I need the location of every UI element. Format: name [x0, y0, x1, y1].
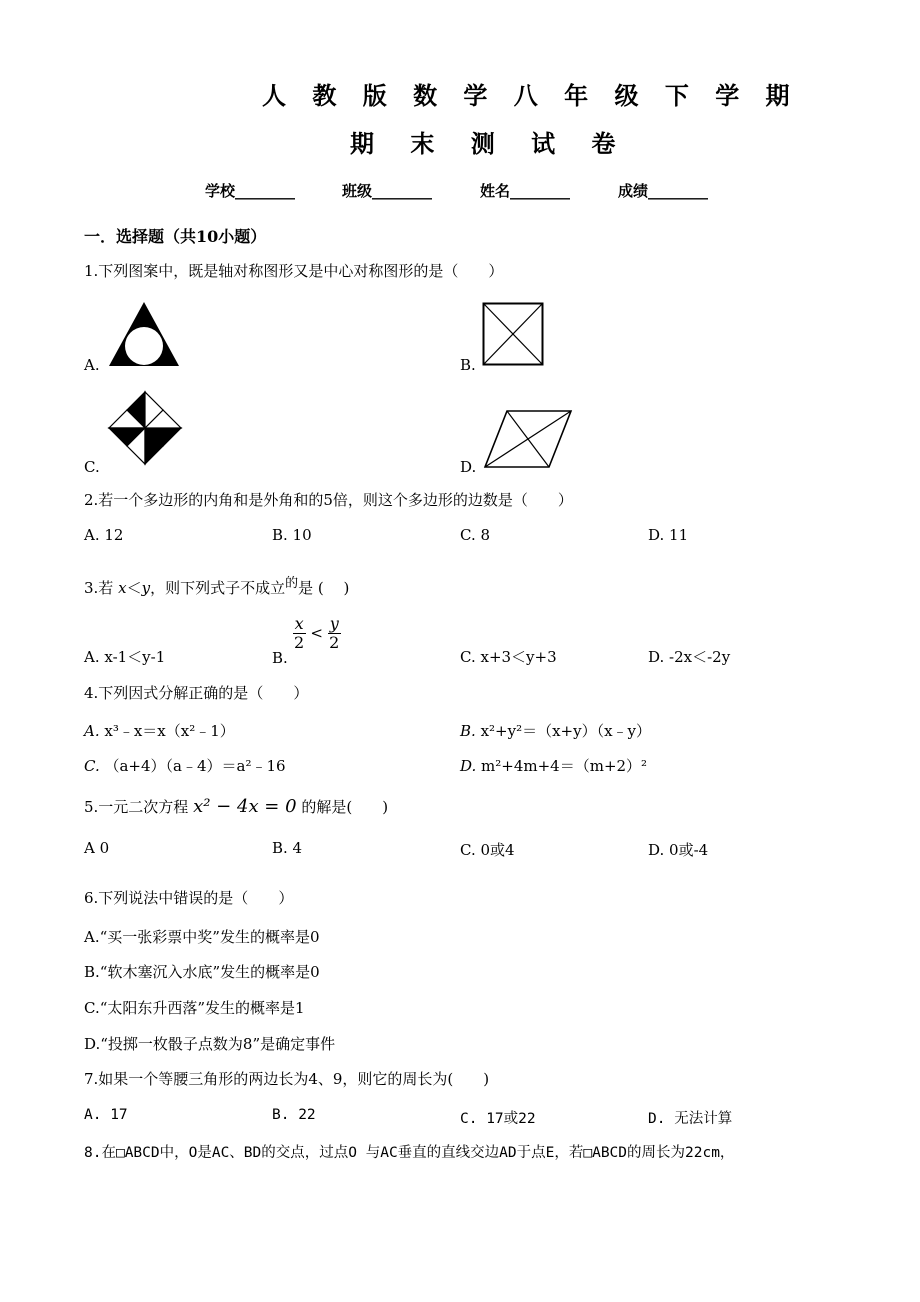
q2-option-a: A. 12	[84, 526, 124, 544]
q4-option-c: C. （a+4）（a﹣4）＝a²﹣16	[84, 757, 286, 775]
q2-option-b: B. 10	[272, 526, 312, 544]
q4-stem: 4.下列因式分解正确的是（ ）	[84, 684, 309, 702]
q8-stem: 8.在□ABCD中，O是AC、BD的交点，过点O 与AC垂直的直线交边AD于点E，若□ABCD的周长为22cm，	[84, 1145, 735, 1161]
q1-stem: 1.下列图案中，既是轴对称图形又是中心对称图形的是（ ）	[84, 262, 504, 280]
page-subtitle: 期 末 测 试 卷	[350, 129, 630, 158]
page-title: 人 教 版 数 学 八 年 级 下 学 期	[262, 81, 799, 110]
q2-stem: 2.若一个多边形的内角和是外角和的5倍，则这个多边形的边数是（ ）	[84, 491, 573, 509]
q1-option-d: D.	[460, 458, 477, 476]
q5-option-a: A 0	[84, 839, 110, 857]
school-field: 学校________	[205, 182, 296, 200]
q3-stem: 3.若 x＜y，则下列式子不成立$^的$是 ( )	[84, 576, 350, 597]
q5-equation: x² − 4x = 0	[193, 796, 297, 817]
q1-option-b: B.	[460, 356, 476, 374]
q7-option-d: D. 无法计算	[648, 1111, 733, 1127]
q3-option-d: D. -2x＜-2y	[648, 648, 731, 666]
q7-option-a: A. 17	[84, 1107, 128, 1123]
q4-option-b: B. x²+y²＝（x+y）（x﹣y）	[460, 722, 652, 740]
q5-option-d: D. 0或-4	[648, 841, 709, 859]
pinwheel-figure	[107, 390, 183, 466]
q1-option-c: C.	[84, 458, 100, 476]
triangle-circle-figure	[107, 300, 181, 368]
q6-option-d: D.“投掷一枚骰子点数为8”是确定事件	[84, 1035, 336, 1053]
q6-stem: 6.下列说法中错误的是（ ）	[84, 889, 294, 907]
q3-option-a: A. x-1＜y-1	[84, 648, 166, 666]
q2-option-d: D. 11	[648, 526, 689, 544]
q7-stem: 7.如果一个等腰三角形的两边长为4、9，则它的周长为( )	[84, 1070, 490, 1088]
q6-option-a: A.“买一张彩票中奖”发生的概率是0	[84, 928, 320, 946]
q3-option-c: C. x+3＜y+3	[460, 648, 557, 666]
square-diagonals-figure	[482, 302, 544, 366]
q4-option-d: D. m²+4m+4＝（m+2）²	[460, 757, 648, 775]
parallelogram-diagonals-figure	[483, 408, 573, 470]
q6-option-c: C.“太阳东升西落”发生的概率是1	[84, 999, 305, 1017]
q5-option-b: B. 4	[272, 839, 303, 857]
q1-option-a: A.	[84, 356, 100, 374]
q4-option-a: A. x³﹣x＝x（x²﹣1）	[84, 722, 235, 740]
q3-option-b: B. $\frac{x}{2}$ < $\frac{y}{2}$	[272, 614, 340, 667]
q7-option-b: B. 22	[272, 1107, 316, 1123]
q6-option-b: B.“软木塞沉入水底”发生的概率是0	[84, 963, 320, 981]
q5-stem: 5.一元二次方程 x² − 4x = 0 的解是( )	[84, 796, 389, 817]
class-field: 班级________	[342, 182, 433, 200]
q7-option-c: C. 17或22	[460, 1111, 536, 1127]
score-field: 成绩________	[618, 182, 709, 200]
section-heading: 一．选择题（共10小题）	[84, 227, 267, 246]
q2-option-c: C. 8	[460, 526, 491, 544]
q5-option-c: C. 0或4	[460, 841, 515, 859]
name-field: 姓名________	[480, 182, 571, 200]
